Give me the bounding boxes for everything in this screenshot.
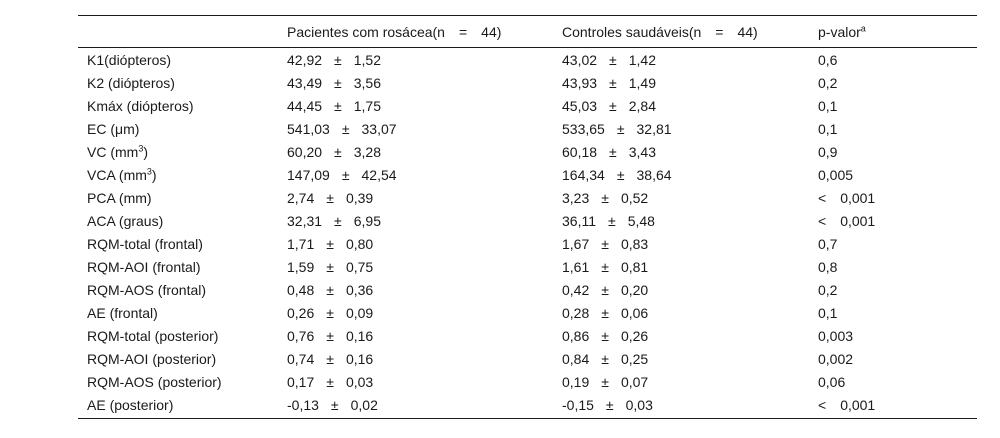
pvalue: 0,003: [818, 328, 854, 344]
pvalue: 0,001: [840, 213, 876, 229]
patients-mean: 0,17: [287, 374, 315, 390]
controls-cell: [562, 394, 653, 417]
row-label-text: VC (mm: [87, 144, 139, 160]
row-label-end: ): [143, 144, 149, 160]
plus-minus-sign: ±: [341, 121, 350, 137]
row-label-superscript: 3: [146, 166, 152, 177]
plus-minus-sign: ±: [601, 305, 609, 321]
header-pvalue-footnote: a: [860, 23, 866, 34]
plus-minus-sign: ±: [608, 213, 616, 229]
controls-cell: [562, 325, 648, 348]
row-label: [87, 302, 158, 325]
controls-cell: [562, 210, 655, 233]
plus-minus-sign: ±: [601, 236, 609, 252]
table-row: [0, 72, 1000, 95]
patients-mean: 1,59: [287, 259, 315, 275]
pvalue-cell: [818, 164, 853, 187]
top-rule: [78, 15, 977, 16]
row-label-text: RQM-AOI (posterior): [87, 351, 217, 367]
pvalue-cell: [818, 279, 837, 302]
row-label-text: RQM-total (posterior): [87, 328, 219, 344]
patients-cell: [287, 256, 373, 279]
table-row: [0, 394, 1000, 417]
patients-sd: 0,39: [345, 190, 374, 206]
patients-mean: 0,26: [287, 305, 315, 321]
row-label-text: K1(diópteros): [87, 52, 172, 68]
controls-sd: 38,64: [636, 167, 672, 183]
patients-sd: 0,16: [345, 328, 374, 344]
row-label-end: ): [151, 167, 157, 183]
controls-mean: 533,65: [562, 121, 605, 137]
plus-minus-sign: ±: [326, 190, 334, 206]
controls-mean: 36,11: [562, 213, 596, 229]
plus-minus-sign: ±: [334, 52, 342, 68]
row-label: [87, 95, 194, 118]
plus-minus-sign: ±: [334, 213, 342, 229]
patients-cell: [287, 118, 397, 141]
row-label-text: K2 (diópteros): [87, 75, 175, 91]
patients-sd: 0,03: [345, 374, 374, 390]
controls-sd: 5,48: [627, 213, 655, 229]
pvalue-cell: [818, 49, 837, 72]
plus-minus-sign: ±: [326, 259, 334, 275]
pvalue-cell: [818, 95, 837, 118]
controls-sd: 3,43: [628, 144, 656, 160]
row-label: [87, 49, 171, 72]
row-label: [87, 256, 201, 279]
controls-sd: 0,26: [620, 328, 649, 344]
patients-cell: [287, 233, 373, 256]
patients-cell: [287, 187, 373, 210]
controls-mean: 0,86: [562, 328, 590, 344]
header-controls-eq: =: [715, 24, 724, 40]
controls-sd: 32,81: [636, 121, 672, 137]
less-than-sign: <: [818, 190, 827, 206]
patients-cell: [287, 164, 397, 187]
pvalue-cell: [818, 256, 837, 279]
header-pvalue: [818, 20, 866, 44]
plus-minus-sign: ±: [326, 282, 334, 298]
row-label: [87, 118, 139, 141]
patients-sd: 33,07: [361, 121, 397, 137]
row-label: [87, 72, 175, 95]
controls-mean: 43,93: [562, 75, 598, 91]
plus-minus-sign: ±: [609, 75, 617, 91]
row-label: [87, 279, 206, 302]
pvalue: 0,7: [818, 236, 838, 252]
table-row: [0, 164, 1000, 187]
patients-cell: [287, 95, 381, 118]
pvalue-cell: [818, 141, 837, 164]
pvalue: 0,1: [818, 121, 838, 137]
controls-cell: [562, 72, 656, 95]
plus-minus-sign: ±: [605, 397, 614, 413]
controls-sd: 0,06: [620, 305, 649, 321]
row-label: [87, 141, 148, 164]
table-row: [0, 233, 1000, 256]
patients-mean: 1,71: [287, 236, 315, 252]
patients-mean: -0,13: [287, 397, 319, 413]
table-row: [0, 210, 1000, 233]
controls-cell: [562, 95, 656, 118]
plus-minus-sign: ±: [601, 190, 609, 206]
controls-cell: [562, 164, 672, 187]
patients-sd: 1,75: [353, 98, 381, 114]
pvalue: 0,9: [818, 144, 838, 160]
plus-minus-sign: ±: [601, 282, 609, 298]
table-row: [0, 118, 1000, 141]
row-label-text: RQM-AOI (frontal): [87, 259, 201, 275]
row-label-text: RQM-total (frontal): [87, 236, 203, 252]
row-label-text: Kmáx (diópteros): [87, 98, 194, 114]
patients-mean: 60,20: [287, 144, 323, 160]
table-row: [0, 49, 1000, 72]
controls-mean: 0,19: [562, 374, 590, 390]
controls-sd: 0,52: [620, 190, 649, 206]
header-controls-text: Controles saudáveis(n: [562, 24, 702, 40]
plus-minus-sign: ±: [330, 397, 339, 413]
patients-cell: [287, 348, 373, 371]
pvalue-cell: [818, 187, 875, 210]
patients-mean: 0,74: [287, 351, 315, 367]
table-row: [0, 279, 1000, 302]
controls-mean: 0,42: [562, 282, 590, 298]
plus-minus-sign: ±: [341, 167, 350, 183]
pvalue: 0,002: [818, 351, 854, 367]
row-label: [87, 164, 157, 187]
pvalue-cell: [818, 302, 837, 325]
row-label: [87, 325, 218, 348]
plus-minus-sign: ±: [334, 144, 342, 160]
plus-minus-sign: ±: [601, 374, 609, 390]
patients-cell: [287, 371, 373, 394]
controls-sd: 0,83: [620, 236, 649, 252]
controls-sd: 1,49: [628, 75, 656, 91]
plus-minus-sign: ±: [326, 351, 334, 367]
pvalue: 0,06: [818, 374, 846, 390]
row-label: [87, 394, 173, 417]
table-row: [0, 141, 1000, 164]
controls-mean: 60,18: [562, 144, 598, 160]
patients-mean: 42,92: [287, 52, 323, 68]
controls-cell: [562, 348, 648, 371]
plus-minus-sign: ±: [326, 328, 334, 344]
patients-mean: 2,74: [287, 190, 315, 206]
row-label-text: VCA (mm: [87, 167, 147, 183]
patients-cell: [287, 210, 381, 233]
plus-minus-sign: ±: [609, 144, 617, 160]
table-row: [0, 371, 1000, 394]
controls-mean: -0,15: [562, 397, 594, 413]
controls-sd: 0,20: [620, 282, 649, 298]
table-row: [0, 256, 1000, 279]
controls-cell: [562, 187, 648, 210]
table-row: [0, 302, 1000, 325]
controls-mean: 3,23: [562, 190, 590, 206]
pvalue: 0,001: [840, 397, 876, 413]
row-label-text: PCA (mm): [87, 190, 152, 206]
pvalue: 0,1: [818, 305, 838, 321]
controls-mean: 43,02: [562, 52, 598, 68]
patients-mean: 32,31: [287, 213, 323, 229]
patients-sd: 1,52: [353, 52, 381, 68]
header-patients-eq: =: [458, 24, 468, 40]
controls-cell: [562, 256, 648, 279]
controls-sd: 1,42: [628, 52, 656, 68]
row-label: [87, 233, 203, 256]
header-patients-n: 44): [481, 24, 502, 40]
row-label-superscript: 3: [138, 143, 144, 154]
controls-mean: 1,67: [562, 236, 590, 252]
patients-sd: 42,54: [361, 167, 397, 183]
table-row: [0, 348, 1000, 371]
patients-sd: 0,09: [345, 305, 374, 321]
pvalue: 0,6: [818, 52, 838, 68]
patients-sd: 0,80: [345, 236, 374, 252]
plus-minus-sign: ±: [601, 351, 609, 367]
controls-mean: 45,03: [562, 98, 598, 114]
plus-minus-sign: ±: [326, 374, 334, 390]
controls-cell: [562, 302, 648, 325]
plus-minus-sign: ±: [601, 259, 609, 275]
pvalue-cell: [818, 72, 837, 95]
controls-cell: [562, 141, 656, 164]
row-label-text: AE (frontal): [87, 305, 158, 321]
pvalue-cell: [818, 233, 837, 256]
pvalue: 0,001: [840, 190, 876, 206]
controls-sd: 2,84: [628, 98, 656, 114]
table-row: [0, 325, 1000, 348]
patients-mean: 0,48: [287, 282, 315, 298]
controls-mean: 1,61: [562, 259, 590, 275]
controls-mean: 0,84: [562, 351, 590, 367]
plus-minus-sign: ±: [326, 305, 334, 321]
plus-minus-sign: ±: [609, 52, 617, 68]
pvalue-cell: [818, 394, 875, 417]
controls-mean: 164,34: [562, 167, 605, 183]
plus-minus-sign: ±: [334, 75, 342, 91]
patients-sd: 0,36: [345, 282, 374, 298]
row-label: [87, 210, 163, 233]
pvalue: 0,1: [818, 98, 838, 114]
header-patients-text: Pacientes com rosácea(n: [287, 24, 445, 40]
plus-minus-sign: ±: [326, 236, 334, 252]
row-label-text: ACA (graus): [87, 213, 164, 229]
header-controls: [562, 20, 758, 44]
plus-minus-sign: ±: [616, 167, 625, 183]
controls-cell: [562, 118, 672, 141]
row-label-text: RQM-AOS (frontal): [87, 282, 207, 298]
controls-cell: [562, 371, 648, 394]
row-label: [87, 187, 152, 210]
header-controls-n: 44): [737, 24, 758, 40]
patients-cell: [287, 325, 373, 348]
row-label-text: RQM-AOS (posterior): [87, 374, 222, 390]
controls-sd: 0,25: [620, 351, 649, 367]
patients-sd: 0,75: [345, 259, 374, 275]
patients-cell: [287, 394, 378, 417]
plus-minus-sign: ±: [616, 121, 625, 137]
pvalue: 0,8: [818, 259, 838, 275]
controls-sd: 0,81: [620, 259, 649, 275]
pvalue: 0,2: [818, 282, 838, 298]
plus-minus-sign: ±: [609, 98, 617, 114]
less-than-sign: <: [818, 213, 827, 229]
patients-cell: [287, 49, 381, 72]
bottom-rule: [78, 418, 977, 419]
row-label-text: AE (posterior): [87, 397, 174, 413]
table-row: [0, 187, 1000, 210]
patients-mean: 147,09: [287, 167, 330, 183]
header-patients: [287, 20, 501, 44]
pvalue: 0,005: [818, 167, 854, 183]
controls-cell: [562, 279, 648, 302]
controls-sd: 0,03: [625, 397, 653, 413]
patients-sd: 6,95: [353, 213, 381, 229]
controls-mean: 0,28: [562, 305, 590, 321]
patients-cell: [287, 302, 373, 325]
row-label-text: EC (μm): [87, 121, 140, 137]
pvalue-cell: [818, 348, 853, 371]
pvalue-cell: [818, 371, 845, 394]
plus-minus-sign: ±: [334, 98, 342, 114]
table-row: [0, 95, 1000, 118]
patients-mean: 43,49: [287, 75, 323, 91]
controls-cell: [562, 49, 656, 72]
less-than-sign: <: [818, 397, 827, 413]
pvalue-cell: [818, 210, 875, 233]
pvalue-cell: [818, 118, 837, 141]
pvalue: 0,2: [818, 75, 838, 91]
patients-cell: [287, 72, 381, 95]
pvalue-cell: [818, 325, 853, 348]
patients-mean: 541,03: [287, 121, 330, 137]
controls-sd: 0,07: [620, 374, 649, 390]
patients-sd: 0,16: [345, 351, 374, 367]
controls-cell: [562, 233, 648, 256]
row-label: [87, 371, 222, 394]
header-pvalue-text: p-valor: [818, 24, 861, 40]
row-label: [87, 348, 216, 371]
header-rule: [78, 47, 977, 48]
plus-minus-sign: ±: [601, 328, 609, 344]
patients-sd: 3,28: [353, 144, 381, 160]
patients-sd: 3,56: [353, 75, 381, 91]
patients-cell: [287, 279, 373, 302]
patients-mean: 44,45: [287, 98, 323, 114]
patients-cell: [287, 141, 381, 164]
patients-sd: 0,02: [350, 397, 378, 413]
patients-mean: 0,76: [287, 328, 315, 344]
